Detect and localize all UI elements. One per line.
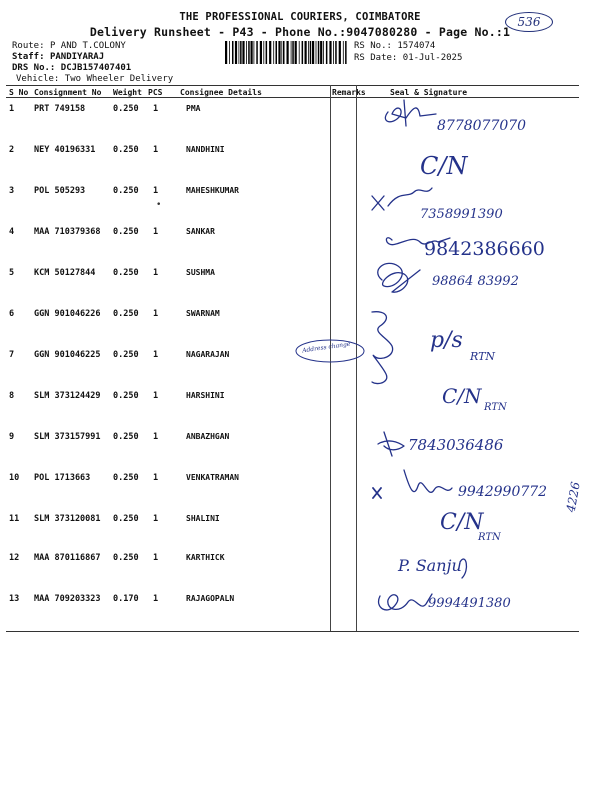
hw-phone-row3: 7358991390: [420, 207, 503, 222]
row-consignment: GGN 901046226: [34, 309, 101, 319]
hw-note-row11: C/N: [440, 510, 484, 535]
row-weight: 0.250: [113, 432, 139, 442]
rs-date-label: RS Date:: [354, 53, 398, 63]
row-consignee: HARSHINI: [186, 391, 225, 400]
col-header-pcs: PCS: [148, 88, 163, 97]
table-row: [0, 186, 600, 227]
row-weight: 0.250: [113, 104, 139, 114]
row-pcs: 1: [153, 268, 159, 278]
row-consignment: POL 1713663: [34, 473, 91, 483]
barcode-bar: [335, 41, 337, 64]
rs-date-line: [354, 52, 462, 64]
row-consignment: PRT 749158: [34, 104, 86, 114]
barcode-bar: [266, 41, 268, 64]
row-pcs: 1: [153, 104, 159, 114]
barcode-icon: [225, 41, 347, 64]
row-sno: 1: [9, 104, 15, 114]
table-row: [0, 145, 600, 186]
row-consignee: SANKAR: [186, 227, 215, 236]
row-weight: 0.250: [113, 391, 139, 401]
barcode-bar: [292, 41, 294, 64]
barcode-bar: [308, 41, 309, 64]
row-sno: 8: [9, 391, 15, 401]
row-sno: 4: [9, 227, 15, 237]
barcode-bar: [295, 41, 297, 64]
row-consignment: NEY 40196331: [34, 145, 96, 155]
row-sno: 6: [9, 309, 15, 319]
row-consignee: SWARNAM: [186, 309, 220, 318]
runsheet-title: Delivery Runsheet - P43 - Phone No.:9047080280 - Page No.:1: [89, 25, 511, 39]
barcode-bar: [316, 41, 317, 64]
barcode-bar: [254, 41, 255, 64]
hw-signature-row12: P. Sanju: [398, 556, 462, 575]
rs-no-label: RS No.:: [354, 41, 392, 51]
table-row: [0, 391, 600, 432]
row-weight: 0.250: [113, 309, 139, 319]
table-row: [0, 309, 600, 350]
row-pcs: 1: [153, 186, 159, 196]
row-weight: 0.250: [113, 553, 139, 563]
barcode-bar: [235, 41, 237, 64]
row-pcs: 1: [153, 309, 159, 319]
staff-line: [12, 52, 104, 62]
row-weight: 0.250: [113, 268, 139, 278]
row-pcs: 1: [153, 553, 159, 563]
vehicle-line: [16, 74, 173, 84]
row-consignee: VENKATRAMAN: [186, 473, 239, 482]
drs-line: [12, 63, 131, 73]
row-sno: 2: [9, 145, 15, 155]
row-sno: 7: [9, 350, 15, 360]
barcode-bar: [291, 41, 292, 64]
barcode-bar: [312, 41, 314, 64]
row-consignee: KARTHICK: [186, 553, 225, 562]
row-weight: 0.250: [113, 514, 139, 524]
row-consignment: MAA 710379368: [34, 227, 101, 237]
row-pcs: 1: [153, 227, 159, 237]
hw-note-row8: C/N: [442, 384, 482, 408]
barcode-bar: [239, 41, 240, 64]
barcode-bar: [339, 41, 341, 64]
barcode-bar: [229, 41, 230, 64]
hw-phone-row10: 9942990772: [458, 484, 548, 500]
col-header-consignment: Consignment No: [34, 88, 102, 97]
barcode-bar: [269, 41, 271, 64]
barcode-bar: [283, 41, 285, 64]
route-line: [12, 41, 126, 51]
barcode-bar: [273, 41, 274, 64]
barcode-bar: [248, 41, 250, 64]
barcode-bar: [242, 41, 244, 64]
handwritten-page-mark: 536: [505, 12, 553, 32]
row-consignment: SLM 373157991: [34, 432, 101, 442]
row-consignee: NAGARAJAN: [186, 350, 230, 359]
hw-note-row6-rtn: RTN: [470, 350, 496, 363]
table-row: [0, 514, 600, 555]
row-sno: 5: [9, 268, 15, 278]
row-consignee: SHALINI: [186, 514, 220, 523]
col-header-remarks: Remarks: [332, 88, 366, 97]
row-weight: 0.250: [113, 350, 139, 360]
row-weight: 0.250: [113, 473, 139, 483]
row-consignment: POL 505293: [34, 186, 86, 196]
row-sno: 3: [9, 186, 15, 196]
barcode-bar: [240, 41, 242, 64]
staff-value: PANDIYARAJ: [49, 52, 105, 62]
hw-phone-row5: 98864 83992: [432, 274, 519, 289]
rs-no-value: 1574074: [397, 41, 436, 51]
row-consignment: GGN 901046225: [34, 350, 101, 360]
row-sno: 9: [9, 432, 15, 442]
hw-extra-row10: 4226: [563, 480, 583, 514]
barcode-bar: [318, 41, 320, 64]
barcode-bar: [278, 41, 280, 64]
hw-note-row8-rtn: RTN: [484, 402, 507, 413]
staff-label: Staff:: [12, 52, 45, 62]
row-pcs: 1: [153, 594, 159, 604]
row-pcs: 1: [153, 432, 159, 442]
row-weight: 0.250: [113, 227, 139, 237]
hw-note-row6: p/s: [430, 328, 463, 353]
route-label: Route:: [12, 41, 45, 51]
company-name: THE PROFESSIONAL COURIERS, COIMBATORE: [179, 11, 421, 23]
hw-note-row11-rtn: RTN: [478, 532, 501, 543]
col-header-seal: Seal & Signature: [390, 88, 468, 97]
barcode-bar: [343, 41, 344, 64]
barcode-bar: [302, 41, 304, 64]
barcode-bar: [320, 41, 322, 64]
table-header-border: [6, 97, 579, 98]
row-consignee: NANDHINI: [186, 145, 225, 154]
row-sno: 11: [9, 514, 20, 524]
rs-block: [354, 40, 462, 64]
barcode-bar: [232, 41, 234, 64]
row-sno: 10: [9, 473, 20, 483]
row-pcs: 1: [153, 350, 159, 360]
hw-phone-row4: 9842386660: [424, 238, 545, 260]
drs-label: DRS No.:: [12, 63, 56, 73]
row-pcs: 1: [153, 514, 159, 524]
hw-phone-row9: 7843036486: [408, 436, 504, 454]
row-consignment: MAA 709203323: [34, 594, 101, 604]
row-consignment: KCM 50127844: [34, 268, 96, 278]
barcode-bar: [246, 41, 247, 64]
table-top-border: [6, 85, 579, 86]
barcode-bar: [287, 41, 289, 64]
row-consignee: MAHESHKUMAR: [186, 186, 239, 195]
col-header-weight: Weight: [113, 88, 142, 97]
hw-note-row2: C/N: [420, 152, 468, 180]
row-sno: 12: [9, 553, 20, 563]
row-consignee: ANBAZHGAN: [186, 432, 230, 441]
row-consignee: RAJAGOPALN: [186, 594, 235, 603]
barcode-bar: [329, 41, 331, 64]
table-row: [0, 350, 600, 391]
row-weight: 0.250: [113, 145, 139, 155]
barcode-bar: [299, 41, 300, 64]
row-sno: 13: [9, 594, 20, 604]
col-header-consignee: Consignee Details: [180, 88, 262, 97]
barcode-bar: [310, 41, 312, 64]
hw-address-change: Address change: [301, 340, 351, 355]
row-consignee: SUSHMA: [186, 268, 215, 277]
rs-date-value: 01-Jul-2025: [402, 53, 463, 63]
col-header-sno: S No: [9, 88, 29, 97]
row-consignment: SLM 373120081: [34, 514, 101, 524]
stray-mark: •: [156, 200, 162, 210]
drs-value: DCJB157407401: [60, 63, 132, 73]
row-pcs: 1: [153, 145, 159, 155]
row-weight: 0.250: [113, 186, 139, 196]
barcode-bar: [323, 41, 324, 64]
table-row: [0, 553, 600, 594]
vehicle-value: Two Wheeler Delivery: [64, 74, 174, 84]
barcode-bar: [345, 41, 347, 64]
hw-phone-row13: 9994491380: [428, 596, 511, 611]
barcode-bar: [305, 41, 307, 64]
row-pcs: 1: [153, 473, 159, 483]
barcode-bar: [256, 41, 258, 64]
barcode-bar: [276, 41, 278, 64]
rs-no-line: [354, 40, 462, 52]
route-value: P AND T.COLONY: [49, 41, 126, 51]
barcode-bar: [251, 41, 253, 64]
barcode-bar: [225, 41, 227, 64]
barcode-bar: [326, 41, 328, 64]
row-consignment: MAA 870116867: [34, 553, 101, 563]
row-consignment: SLM 373124429: [34, 391, 101, 401]
barcode-bar: [260, 41, 262, 64]
row-consignee: PMA: [186, 104, 201, 113]
barcode-bar: [333, 41, 334, 64]
vehicle-label: Vehicle:: [16, 74, 60, 84]
table-row: [0, 432, 600, 473]
hw-phone-row1: 8778077070: [437, 118, 527, 134]
barcode-bar: [281, 41, 282, 64]
row-pcs: 1: [153, 391, 159, 401]
barcode-bar: [263, 41, 264, 64]
row-weight: 0.170: [113, 594, 139, 604]
